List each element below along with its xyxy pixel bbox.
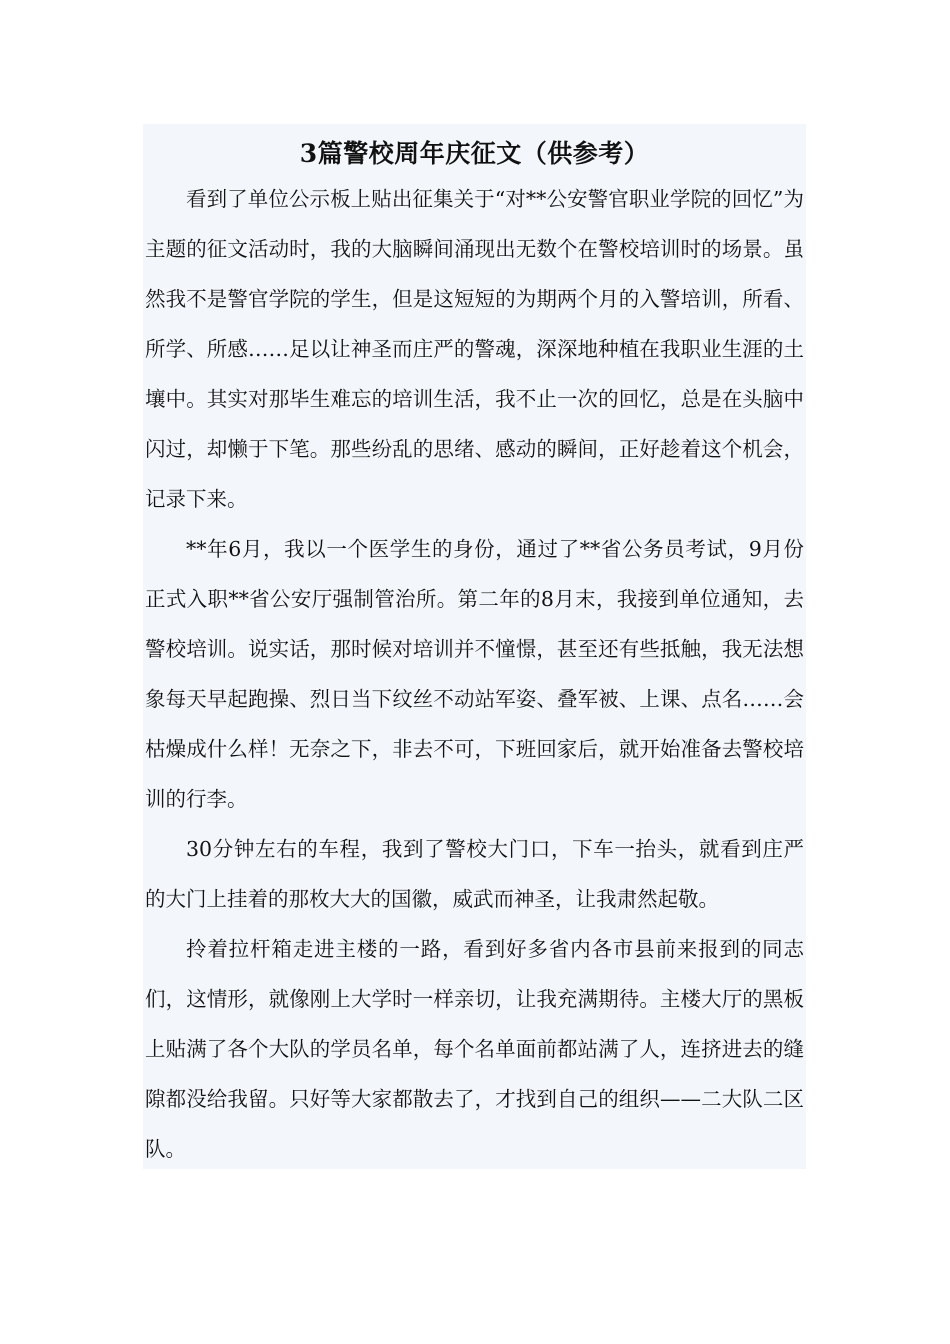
paragraph-3: 30分钟左右的车程，我到了警校大门口，下车一抬头，就看到庄严的大门上挂着的那枚大大的国徽，威武而神圣，让我肃然起敬。: [145, 837, 804, 911]
paragraph-2: **年6月，我以一个医学生的身份，通过了**省公务员考试，9月份正式入职**省公安厅强制管治所。第二年的8月末，我接到单位通知，去警校培训。说实话，那时候对培训并不憧憬，甚至还有些抵触，我无法想象每天早起跑操、烈日当下纹丝不动站军姿、叠军被、上课、点名……会枯燥成什么样！无奈之下，非去不可，下班回家后，就开始准备去警校培训的行李。: [145, 537, 804, 811]
paragraph-4: 拎着拉杆箱走进主楼的一路，看到好多省内各市县前来报到的同志们，这情形，就像刚上大学时一样亲切，让我充满期待。主楼大厅的黑板上贴满了各个大队的学员名单，每个名单面前都站满了人，连挤进去的缝隙都没给我留。只好等大家都散去了，才找到自己的组织——二大队二区队。: [145, 937, 804, 1161]
paragraph-1: 看到了单位公示板上贴出征集关于“对**公安警官职业学院的回忆”为主题的征文活动时，我的大脑瞬间涌现出无数个在警校培训时的场景。虽然我不是警官学院的学生，但是这短短的为期两个月的入警培训，所看、所学、所感……足以让神圣而庄严的警魂，深深地种植在我职业生涯的土壤中。其实对那毕生难忘的培训生活，我不止一次的回忆，总是在头脑中闪过，却懒于下笔。那些纷乱的思绪、感动的瞬间，正好趁着这个机会，记录下来。: [145, 187, 804, 511]
document-title: 3篇警校周年庆征文（供参考）: [299, 139, 650, 168]
document-text-block: [143, 124, 806, 1169]
